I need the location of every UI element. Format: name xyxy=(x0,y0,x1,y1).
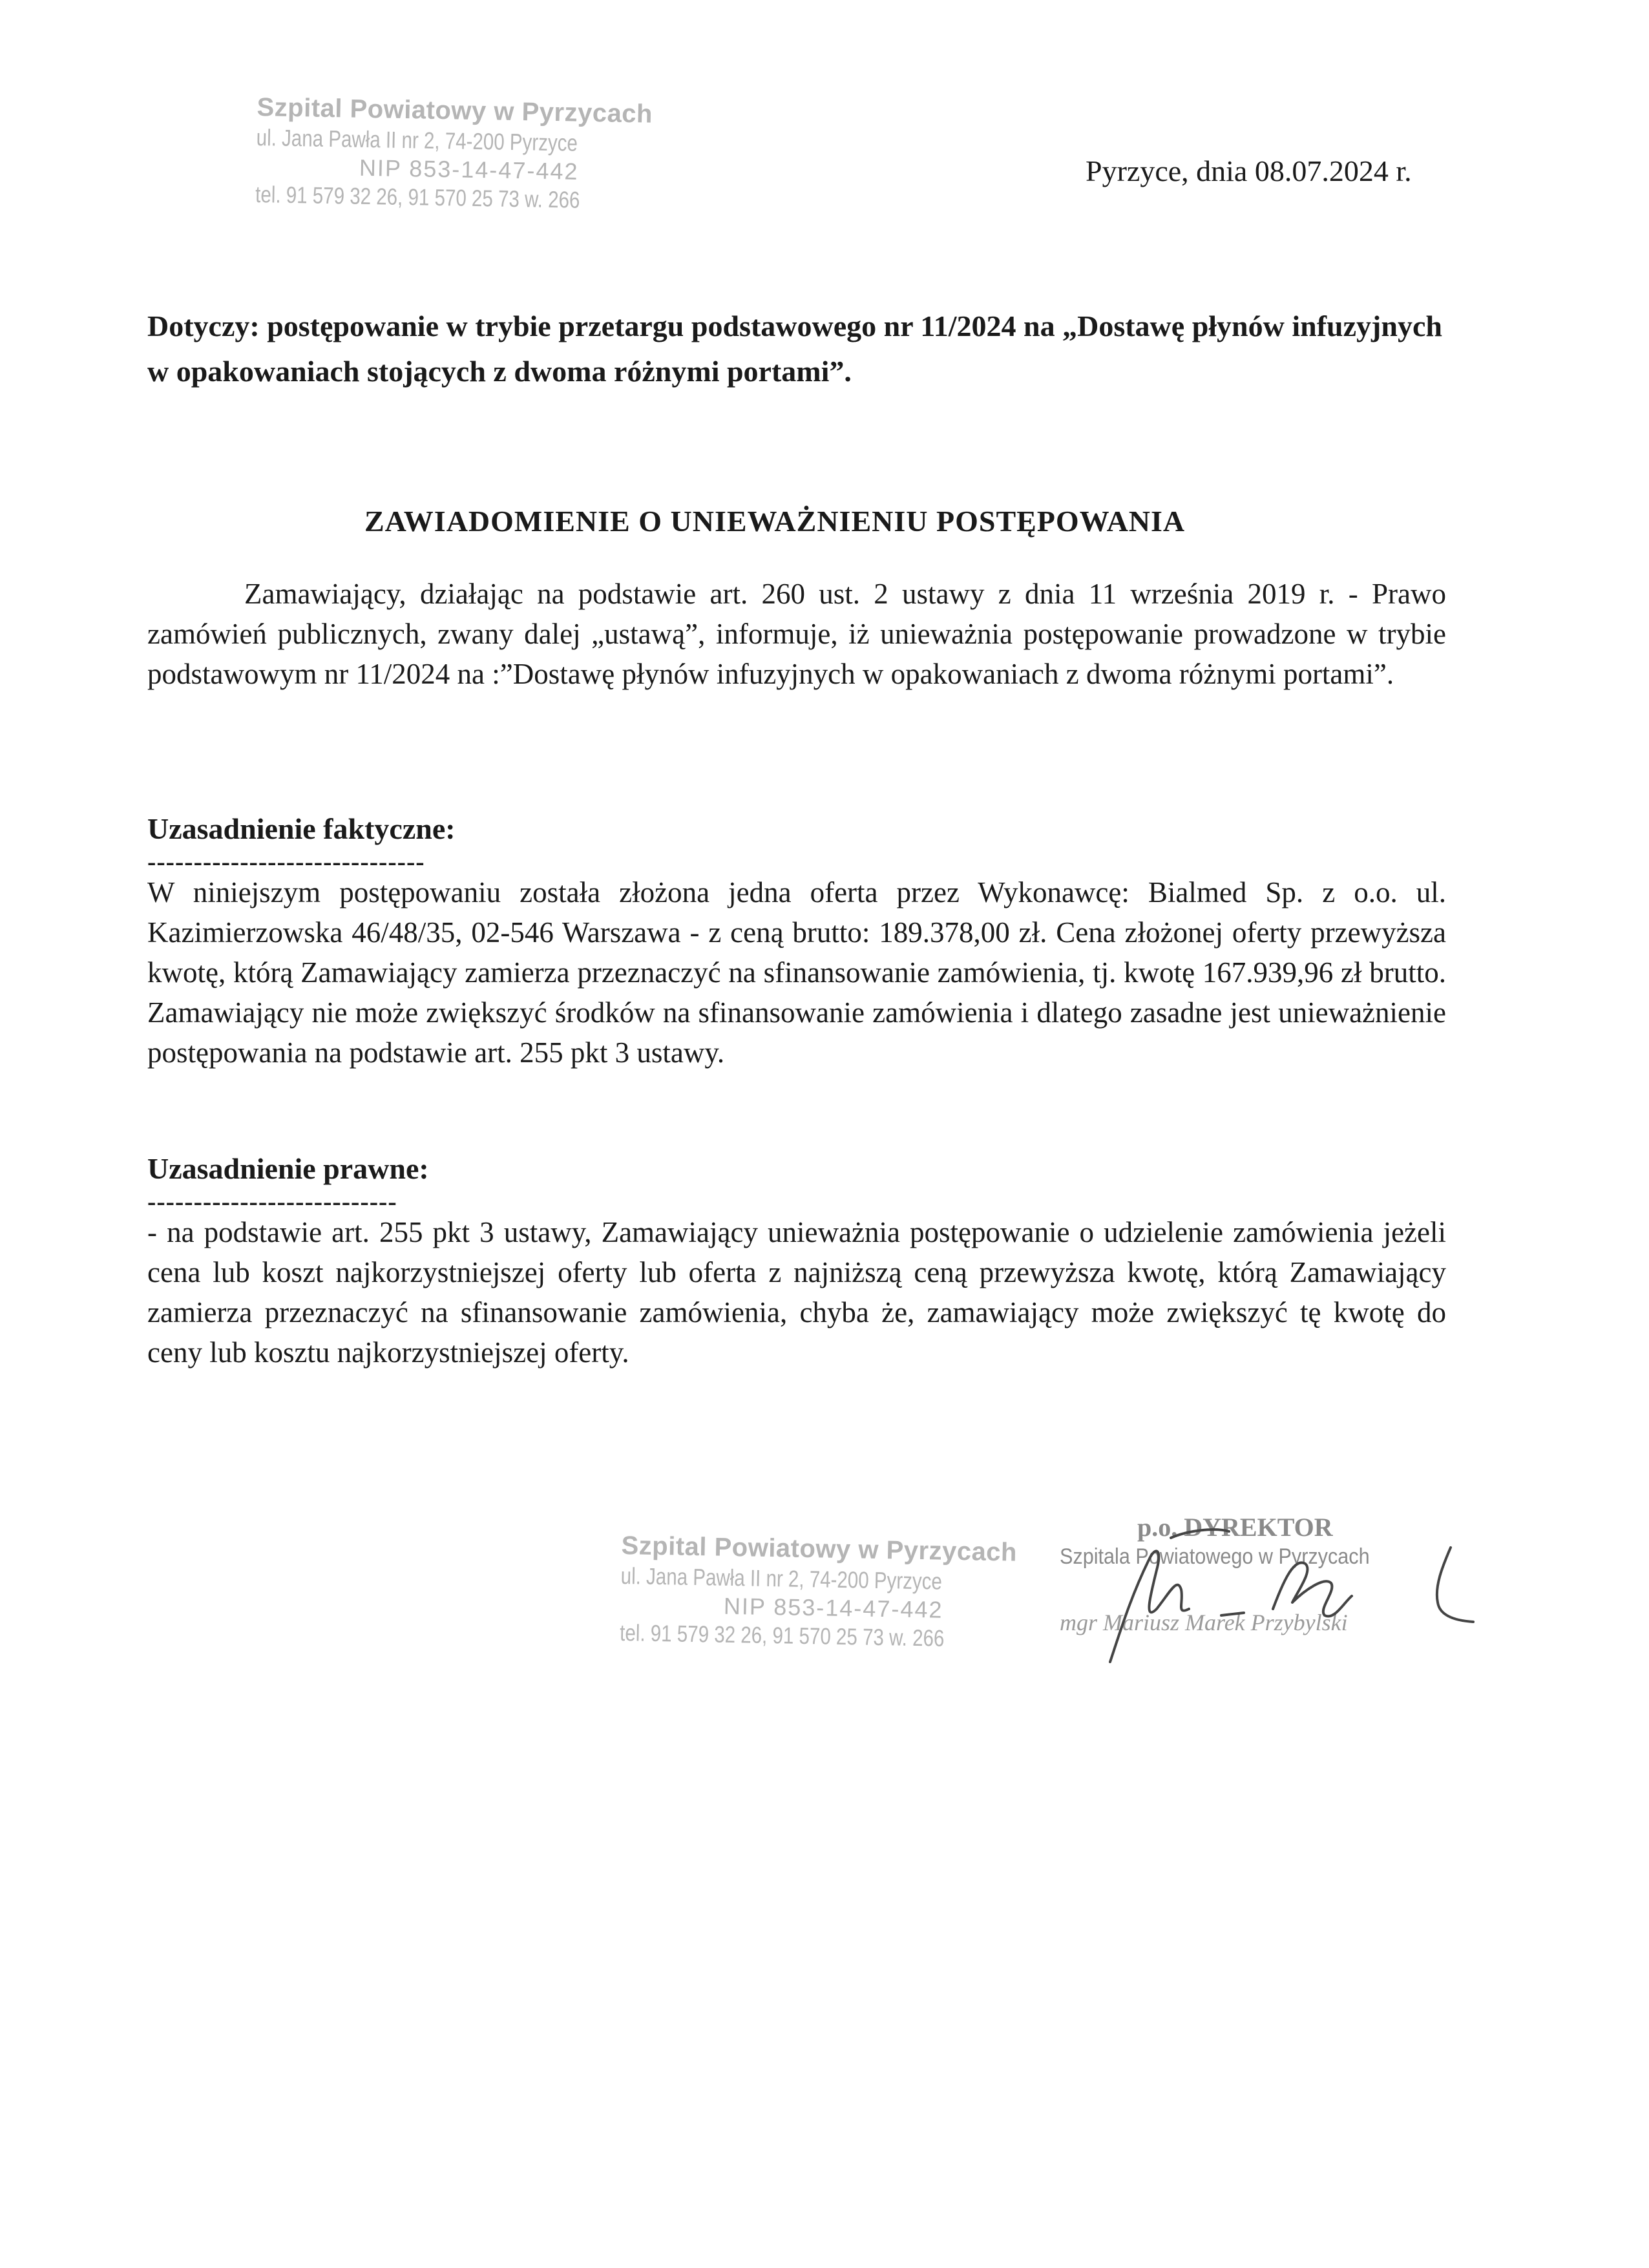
notice-title: ZAWIADOMIENIE O UNIEWAŻNIENIU POSTĘPOWANIA xyxy=(364,505,1186,538)
signature-organization: Szpitala Powiatowego w Pyrzycach xyxy=(1060,1544,1370,1569)
signature-name: mgr Mariusz Marek Przybylski xyxy=(1060,1610,1348,1635)
intro-text: Zamawiający, działając na podstawie art. 260 ust. 2 ustawy z dnia 11 września 2019 r. - Prawo zamówień publicznych, zwany dalej „ustawą”, informuje, iż unieważnia postępowanie prowadzone w trybie podstawowym nr 11/2024 na :”Dostawę płynów infuzyjnych w opakowaniach z dwoma różnymi portami”. xyxy=(147,578,1446,690)
stamp-address: ul. Jana Pawła II nr 2, 74-200 Pyrzyce xyxy=(620,1562,943,1595)
legal-justification-heading: Uzasadnienie prawne: xyxy=(147,1152,429,1185)
director-signature-block xyxy=(1060,1512,1480,1667)
hospital-stamp-bottom xyxy=(620,1530,1018,1654)
stamp-hospital-name: Szpital Powiatowy w Pyrzycach xyxy=(621,1531,1018,1567)
stamp-nip: NIP 853-14-47-442 xyxy=(359,154,579,185)
legal-justification-text: - na podstawie art. 255 pkt 3 ustawy, Zamawiający unieważnia postępowanie o udzielenie zamówienia jeżeli cena lub koszt najkorzystniejszej oferty lub oferta z najniższą ceną przewyższa kwotę, którą Zamawiający zamierza przeznaczyć na sfinansowanie zamówienia, chyba że, zamawiający może zwiększyć tę kwotę do ceny lub kosztu najkorzystniejszej oferty. xyxy=(147,1216,1446,1369)
intro-paragraph xyxy=(147,574,1446,694)
factual-justification-heading: Uzasadnienie faktyczne: xyxy=(147,812,456,845)
legal-divider: --------------------------- xyxy=(147,1187,397,1216)
subject-line: Dotyczy: postępowanie w trybie przetargu podstawowego nr 11/2024 na „Dostawę płynów infuzyjnych w opakowaniach stojących z dwoma różnymi portami”. xyxy=(147,310,1442,388)
handwritten-signature-icon xyxy=(1060,1512,1480,1667)
stamp-nip: NIP 853-14-47-442 xyxy=(723,1592,943,1623)
factual-divider: ------------------------------ xyxy=(147,847,425,876)
stamp-hospital-name: Szpital Powiatowy w Pyrzycach xyxy=(257,92,653,129)
hospital-stamp-top xyxy=(255,92,653,215)
stamp-phone: tel. 91 579 32 26, 91 570 25 73 w. 266 xyxy=(619,1619,945,1652)
stamp-phone: tel. 91 579 32 26, 91 570 25 73 w. 266 xyxy=(255,180,580,213)
stamp-address: ul. Jana Pawła II nr 2, 74-200 Pyrzyce xyxy=(256,123,578,156)
factual-justification-text: W niniejszym postępowaniu została złożona jedna oferta przez Wykonawcę: Bialmed Sp. z o.o. ul. Kazimierzowska 46/48/35, 02-546 Warszawa - z ceną brutto: 189.378,00 zł. Cena złożonej oferty przewyższa kwotę, którą Zamawiający zamierza przeznaczyć na sfinansowanie zamówienia, tj. kwotę 167.939,96 zł brutto. Zamawiający nie może zwiększyć środków na sfinansowanie zamówienia i dlatego zasadne jest unieważnienie postępowania na podstawie art. 255 pkt 3 ustawy. xyxy=(147,876,1446,1069)
document-date: Pyrzyce, dnia 08.07.2024 r. xyxy=(1086,154,1412,187)
signature-role: p.o. DYREKTOR xyxy=(1137,1513,1333,1542)
